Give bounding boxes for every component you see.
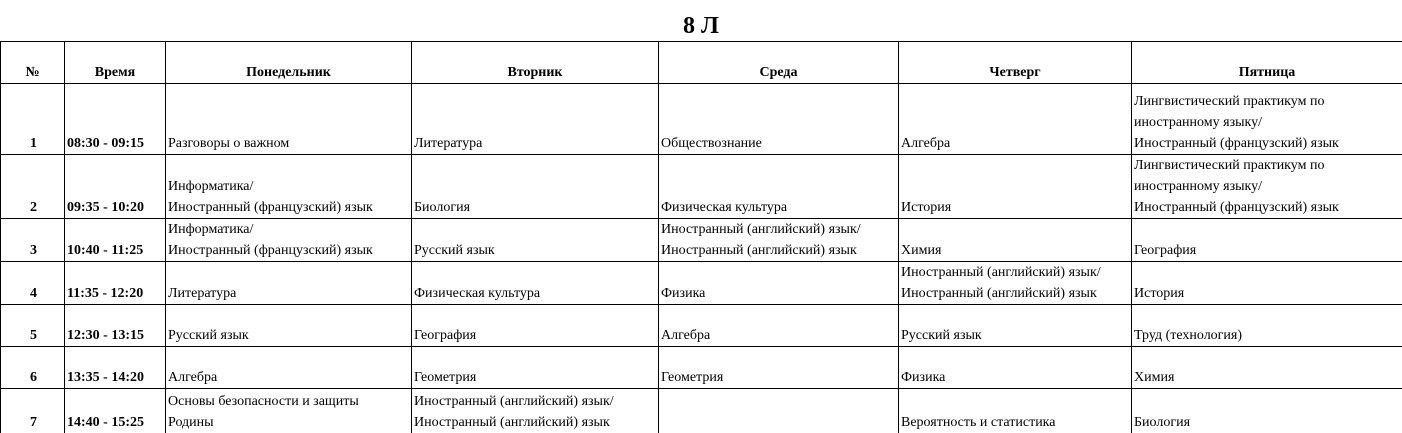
lesson-time: 12:30 - 13:15 — [65, 305, 166, 347]
subject-cell — [412, 84, 659, 155]
subject-cell — [166, 347, 412, 389]
lesson-time: 11:35 - 12:20 — [65, 262, 166, 305]
subject-cell — [659, 305, 899, 347]
header-day: Пятница — [1132, 42, 1402, 84]
subject-line: Иностранный (французский) язык — [168, 240, 411, 261]
subject-cell — [659, 389, 899, 433]
subject-cell — [1132, 305, 1402, 347]
subject-cell — [1132, 84, 1402, 155]
lesson-time: 13:35 - 14:20 — [65, 347, 166, 389]
subject-cell — [659, 84, 899, 155]
table-row — [1, 84, 1402, 155]
header-num: № — [1, 42, 65, 84]
lesson-time: 14:40 - 15:25 — [65, 389, 166, 433]
subject-cell — [166, 262, 412, 305]
schedule-body — [1, 84, 1402, 433]
subject-line: Химия — [1134, 367, 1402, 388]
subject-line: Геометрия — [414, 367, 658, 388]
subject-line: Иностранный (английский) язык/ — [901, 262, 1131, 283]
subject-line: Химия — [901, 240, 1131, 261]
subject-cell — [899, 305, 1132, 347]
subject-cell — [899, 155, 1132, 219]
subject-line: Разговоры о важном — [168, 133, 411, 154]
table-row — [1, 389, 1402, 433]
subject-cell — [1132, 155, 1402, 219]
subject-line: Иностранный (английский) язык/ — [661, 219, 898, 240]
header-row — [1, 42, 1402, 84]
lesson-number: 5 — [1, 305, 65, 347]
subject-line: Иностранный (английский) язык/ — [414, 391, 658, 412]
subject-line: Физическая культура — [414, 283, 658, 304]
subject-cell — [1132, 389, 1402, 433]
table-row — [1, 219, 1402, 262]
subject-cell — [659, 262, 899, 305]
subject-line: География — [1134, 240, 1402, 261]
subject-line: Алгебра — [661, 325, 898, 346]
subject-line: Биология — [414, 197, 658, 218]
subject-line: Труд (технология) — [1134, 325, 1402, 346]
subject-cell — [412, 347, 659, 389]
subject-cell — [166, 389, 412, 433]
lesson-number: 3 — [1, 219, 65, 262]
subject-line: Лингвистический практикум по — [1134, 91, 1402, 112]
table-row — [1, 347, 1402, 389]
subject-line: иностранному языку/ — [1134, 176, 1402, 197]
subject-line: Родины — [168, 412, 411, 433]
lesson-time: 10:40 - 11:25 — [65, 219, 166, 262]
subject-cell — [412, 389, 659, 433]
subject-cell — [412, 305, 659, 347]
subject-line: Иностранный (французский) язык — [1134, 133, 1402, 154]
table-row — [1, 155, 1402, 219]
schedule-table — [0, 41, 1402, 433]
subject-line: Информатика/ — [168, 176, 411, 197]
subject-line: Русский язык — [901, 325, 1131, 346]
lesson-number: 6 — [1, 347, 65, 389]
subject-cell — [412, 219, 659, 262]
subject-line: Иностранный (французский) язык — [168, 197, 411, 218]
header-day: Четверг — [899, 42, 1132, 84]
lesson-number: 7 — [1, 389, 65, 433]
subject-line: Вероятность и статистика — [901, 412, 1131, 433]
subject-cell — [1132, 219, 1402, 262]
subject-cell — [166, 305, 412, 347]
subject-line: Обществознание — [661, 133, 898, 154]
subject-cell — [1132, 347, 1402, 389]
subject-cell — [659, 219, 899, 262]
subject-line: Геометрия — [661, 367, 898, 388]
header-day: Понедельник — [166, 42, 412, 84]
header-day: Вторник — [412, 42, 659, 84]
subject-line: иностранному языку/ — [1134, 112, 1402, 133]
subject-line: Русский язык — [414, 240, 658, 261]
subject-line: История — [901, 197, 1131, 218]
subject-cell — [1132, 262, 1402, 305]
subject-line: Алгебра — [168, 367, 411, 388]
table-row — [1, 305, 1402, 347]
subject-line: Русский язык — [168, 325, 411, 346]
subject-line: Литература — [168, 283, 411, 304]
lesson-number: 2 — [1, 155, 65, 219]
lesson-number: 1 — [1, 84, 65, 155]
subject-line: Иностранный (английский) язык — [901, 283, 1131, 304]
subject-cell — [166, 219, 412, 262]
subject-cell — [899, 84, 1132, 155]
table-row — [1, 262, 1402, 305]
subject-line: Литература — [414, 133, 658, 154]
subject-cell — [412, 155, 659, 219]
subject-cell — [166, 155, 412, 219]
subject-cell — [899, 347, 1132, 389]
subject-line: Иностранный (английский) язык — [661, 240, 898, 261]
subject-cell — [899, 219, 1132, 262]
subject-line: Биология — [1134, 412, 1402, 433]
subject-line: Основы безопасности и защиты — [168, 391, 411, 412]
subject-line: Иностранный (французский) язык — [1134, 197, 1402, 218]
subject-cell — [899, 262, 1132, 305]
subject-line: Физическая культура — [661, 197, 898, 218]
header-day: Среда — [659, 42, 899, 84]
page-title: 8 Л — [0, 0, 1402, 41]
subject-line: География — [414, 325, 658, 346]
subject-cell — [412, 262, 659, 305]
subject-line: Физика — [901, 367, 1131, 388]
subject-cell — [899, 389, 1132, 433]
subject-cell — [166, 84, 412, 155]
lesson-time: 08:30 - 09:15 — [65, 84, 166, 155]
subject-line: Информатика/ — [168, 219, 411, 240]
subject-cell — [659, 155, 899, 219]
subject-cell — [659, 347, 899, 389]
subject-line: Лингвистический практикум по — [1134, 155, 1402, 176]
header-time: Время — [65, 42, 166, 84]
subject-line: Алгебра — [901, 133, 1131, 154]
subject-line: Иностранный (английский) язык — [414, 412, 658, 433]
subject-line: История — [1134, 283, 1402, 304]
subject-line: Физика — [661, 283, 898, 304]
lesson-number: 4 — [1, 262, 65, 305]
lesson-time: 09:35 - 10:20 — [65, 155, 166, 219]
